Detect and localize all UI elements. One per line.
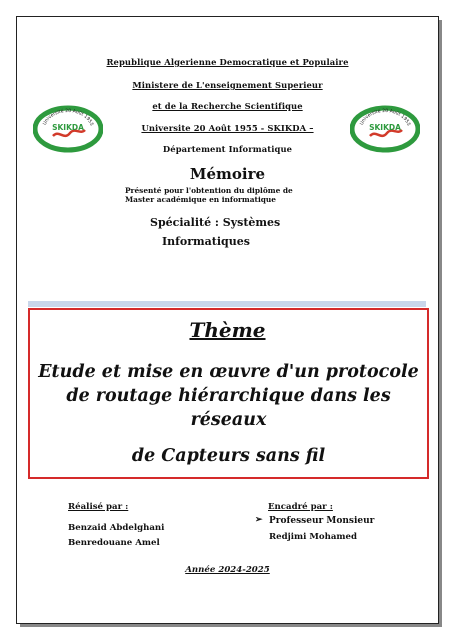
academic-year: Année 2024-2025 [185,565,270,575]
header-department: Département Informatique [162,144,293,154]
theme-title-line-2: de routage hiérarchique dans les [66,386,391,406]
theme-label: Thème [189,318,266,342]
header-republic: Republique Algerienne Democratique et Populaire [106,57,349,67]
realise-label: Réalisé par : [68,502,129,512]
university-logo-left [33,105,103,153]
presented-line-2: Master académique en informatique [125,195,277,204]
author-name-2: Benredouane Amel [68,538,160,548]
presented-for [125,186,293,204]
theme-title-line-4: de Capteurs sans fil [131,446,326,466]
presented-line-1: Présenté pour l'obtention du diplôme de [125,186,293,195]
arrow-bullet-icon: ➢ [255,515,263,525]
logo-name-left: SKIKDA [52,123,84,132]
header-university: Universite 20 Août 1955 - SKIKDA – [141,123,314,133]
logo-arc-text-right: Université 20 Août 1955 [359,108,411,127]
document-type-title: Mémoire [189,165,266,183]
specialty-line-1: Spécialité : Systèmes [150,216,281,229]
header-ministry: Ministere de L'enseignement Superieur [132,80,323,90]
author-name-1: Benzaid Abdelghani [68,523,165,533]
logo-arc-text-left: Université 20 Août 1955 [42,108,94,127]
theme-title-line-1: Etude et mise en œuvre d'un protocole [38,362,419,382]
logo-name-right: SKIKDA [369,123,401,132]
theme-top-bar [28,301,426,307]
theme-title-line-3: réseaux [190,410,267,430]
supervisor-name: Redjimi Mohamed [269,532,357,542]
university-logo-right [350,105,420,153]
header-research: et de la Recherche Scientifique [152,101,303,111]
page-border-shadow-bottom [20,624,442,627]
encadre-label: Encadré par : [268,502,333,512]
specialty-line-2: Informatiques [162,235,250,248]
supervisor-title: Professeur Monsieur [269,516,375,526]
